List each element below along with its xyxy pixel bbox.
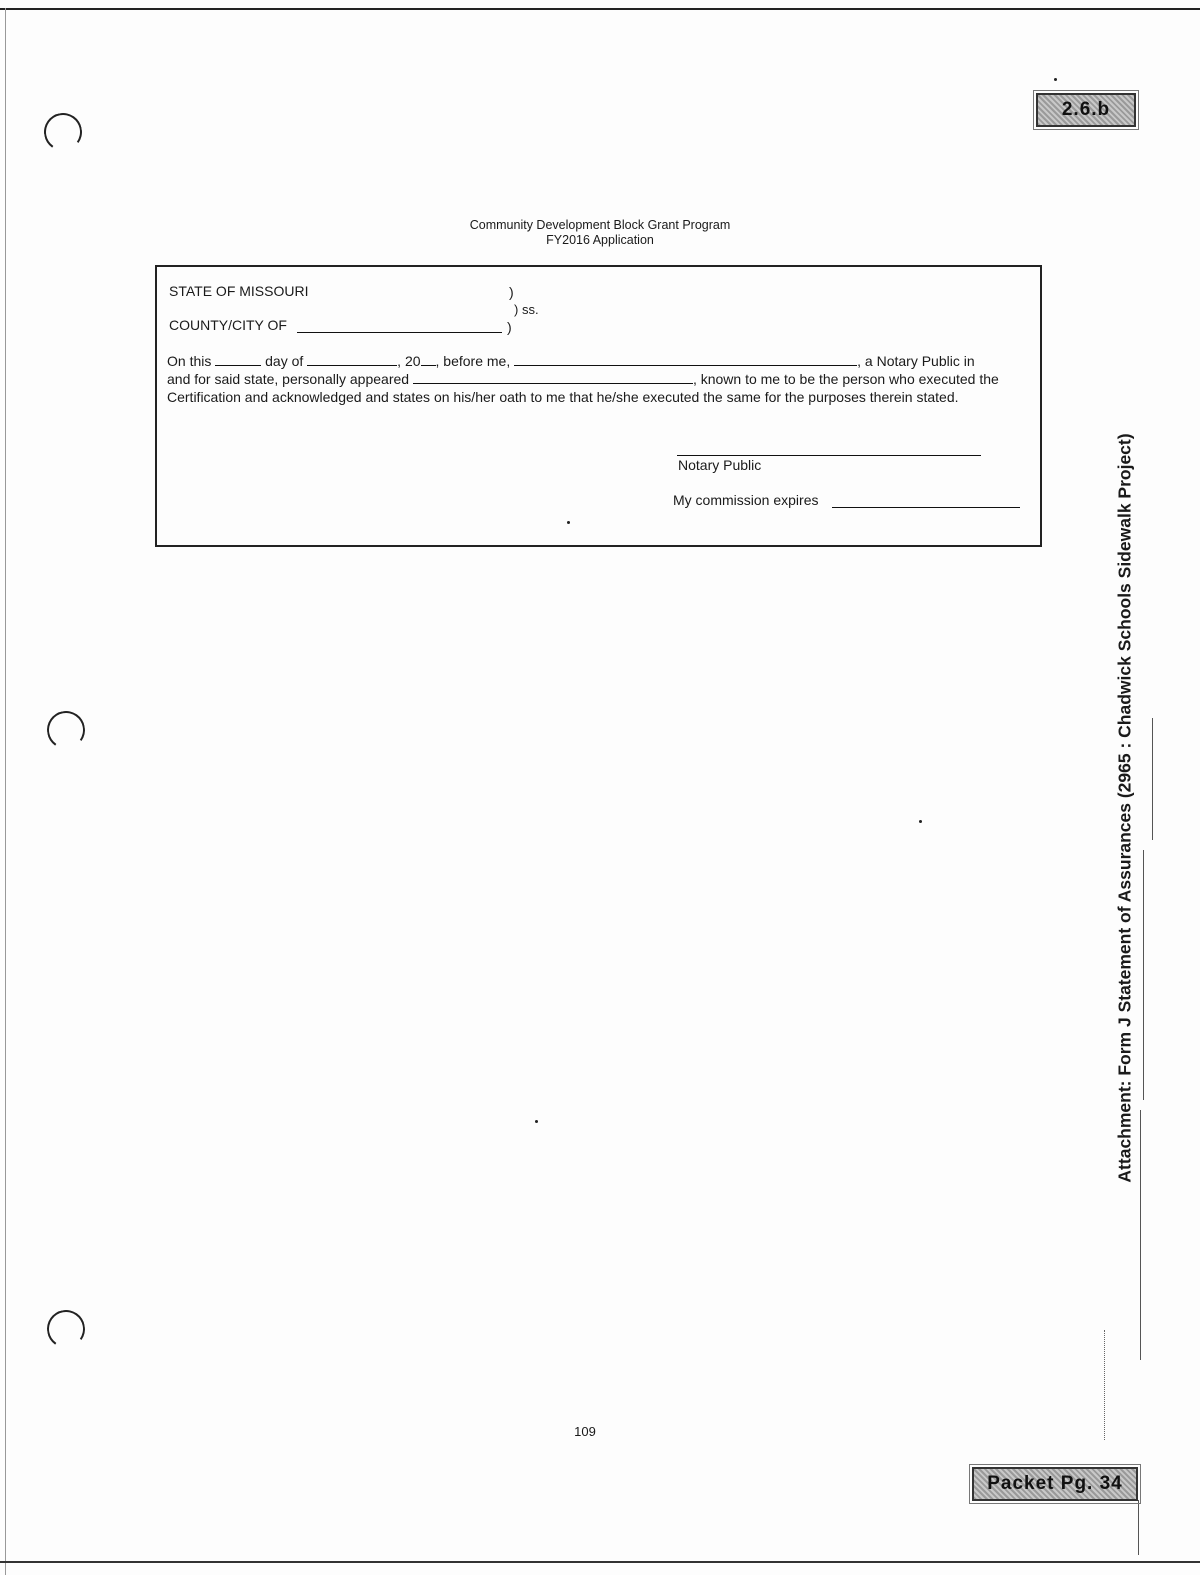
header-program: Community Development Block Grant Program <box>469 218 731 232</box>
side-rule <box>1138 1500 1139 1555</box>
county-label: COUNTY/CITY OF <box>169 317 287 333</box>
state-label: STATE OF MISSOURI <box>169 283 309 299</box>
attachment-label: Attachment: Form J Statement of Assurances (2965 : Chadwick Schools Sidewalk Project) <box>1114 433 1135 1183</box>
notary-form <box>155 265 1042 547</box>
notary-line-1 <box>167 352 975 370</box>
state-paren: ) <box>509 284 514 300</box>
punch-hole-icon <box>44 1307 88 1351</box>
notary-name-field[interactable] <box>514 353 857 366</box>
page-edge-bottom <box>0 1561 1200 1563</box>
day-field[interactable] <box>215 353 261 366</box>
notary-line-2 <box>167 370 999 388</box>
ss-label: ) ss. <box>514 302 539 317</box>
day-of-text: day of <box>265 353 304 369</box>
side-rule <box>1140 1110 1141 1360</box>
page-edge-left <box>5 8 6 1575</box>
commission-date-field[interactable] <box>832 495 1020 508</box>
year-field[interactable] <box>421 353 436 366</box>
page-number: 109 <box>574 1424 596 1439</box>
notary-line-3: Certification and acknowledged and states on his/her oath to me that he/she executed the same for the purposes therein stated. <box>167 389 959 405</box>
month-field[interactable] <box>307 353 397 366</box>
commission-label: My commission expires <box>673 492 819 508</box>
on-this-text: On this <box>167 353 212 369</box>
appeared-name-field[interactable] <box>413 371 693 384</box>
side-rule <box>1152 718 1153 840</box>
packet-page-stamp: Packet Pg. 34 <box>972 1467 1138 1501</box>
notary-in-text: , a Notary Public in <box>857 353 975 369</box>
side-rule <box>1104 1330 1105 1440</box>
page-edge-top <box>0 8 1200 10</box>
before-me-text: , before me, <box>435 353 511 369</box>
item-number-stamp: 2.6.b <box>1036 93 1136 127</box>
side-rule <box>1143 850 1144 1100</box>
notary-signature-field[interactable] <box>677 455 981 456</box>
scan-speck <box>535 1120 538 1123</box>
form-header <box>400 218 800 248</box>
year-prefix-text: , 20 <box>397 353 421 369</box>
punch-hole-icon <box>41 110 85 154</box>
notary-public-label: Notary Public <box>678 457 762 473</box>
scan-speck <box>919 820 922 823</box>
appeared-text: and for said state, personally appeared <box>167 371 410 387</box>
header-application: FY2016 Application <box>546 233 654 247</box>
punch-hole-icon <box>44 708 88 752</box>
scan-speck <box>1054 78 1057 81</box>
county-paren: ) <box>507 319 512 335</box>
county-field[interactable] <box>297 320 502 333</box>
known-text: , known to me to be the person who executed the <box>692 371 999 387</box>
scan-speck <box>567 521 570 524</box>
